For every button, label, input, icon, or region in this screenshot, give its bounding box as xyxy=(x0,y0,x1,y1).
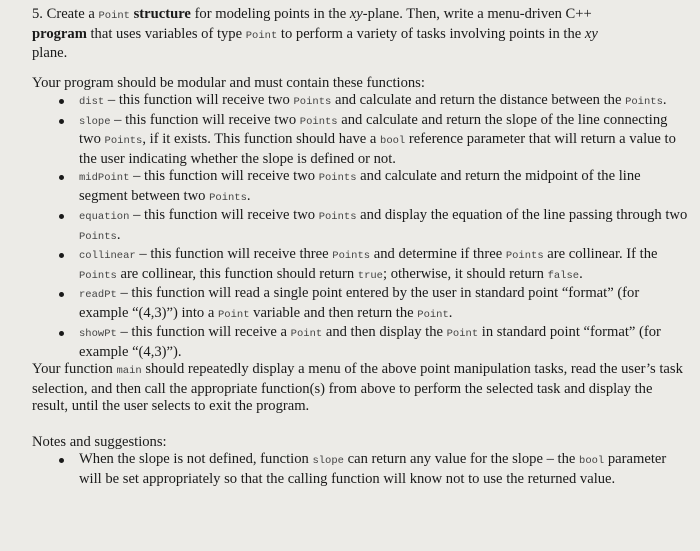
bullet-icon xyxy=(59,214,64,219)
bullet-icon xyxy=(59,458,64,463)
main-function-paragraph: Your function main should repeatedly display a menu of the above point manipulation tasks, read the user’s task selection, and then call the appropriate function(s) from above to perform the selected task and display the result, until the user selects to exit the program. xyxy=(32,361,683,414)
list-item: collinear – this function will receive three Points and determine if three Points are collinear. If the Points are collinear, this function should return true; otherwise, it should return false. xyxy=(32,246,688,285)
bullet-icon xyxy=(59,331,64,336)
list-item: slope – this function will receive two Points and calculate and return the slope of the line connecting two Points, if it exists. This function should have a bool reference parameter that will return a value to the user indicating whether the slope is defined or not. xyxy=(32,112,688,169)
list-item: showPt – this function will receive a Point and then display the Point in standard point “format” (for example “(4,3)”). xyxy=(32,324,688,361)
list-item: readPt – this function will read a single point entered by the user in standard point “format” (for example “(4,3)”) into a Point variable and then return the Point. xyxy=(32,285,688,324)
question-text: 5. Create a Point structure for modeling points in the xy-plane. Then, write a menu-driven C++ program that uses variables of type Point to perform a variety of tasks involving points in the xy plane. xyxy=(32,6,598,61)
bullet-icon xyxy=(59,175,64,180)
question-number: 5. xyxy=(32,6,43,22)
requirements-intro: Your program should be modular and must contain these functions: xyxy=(32,74,425,91)
list-item: dist – this function will receive two Points and calculate and return the distance between the Points. xyxy=(32,92,688,112)
notes-title: Notes and suggestions: xyxy=(32,433,167,450)
bullet-icon xyxy=(59,253,64,258)
list-item: When the slope is not defined, function slope can return any value for the slope – the bool parameter will be set appropriately so that the calling function will know not to use the returned value. xyxy=(32,451,688,488)
list-item: midPoint – this function will receive two Points and calculate and return the midpoint of the line segment between two Points. xyxy=(32,168,688,207)
list-item: equation – this function will receive two Points and display the equation of the line passing through two Points. xyxy=(32,207,688,246)
bullet-icon xyxy=(59,119,64,124)
bullet-icon xyxy=(59,99,64,104)
notes-list xyxy=(32,451,688,488)
bullet-icon xyxy=(59,292,64,297)
function-list xyxy=(32,92,688,361)
